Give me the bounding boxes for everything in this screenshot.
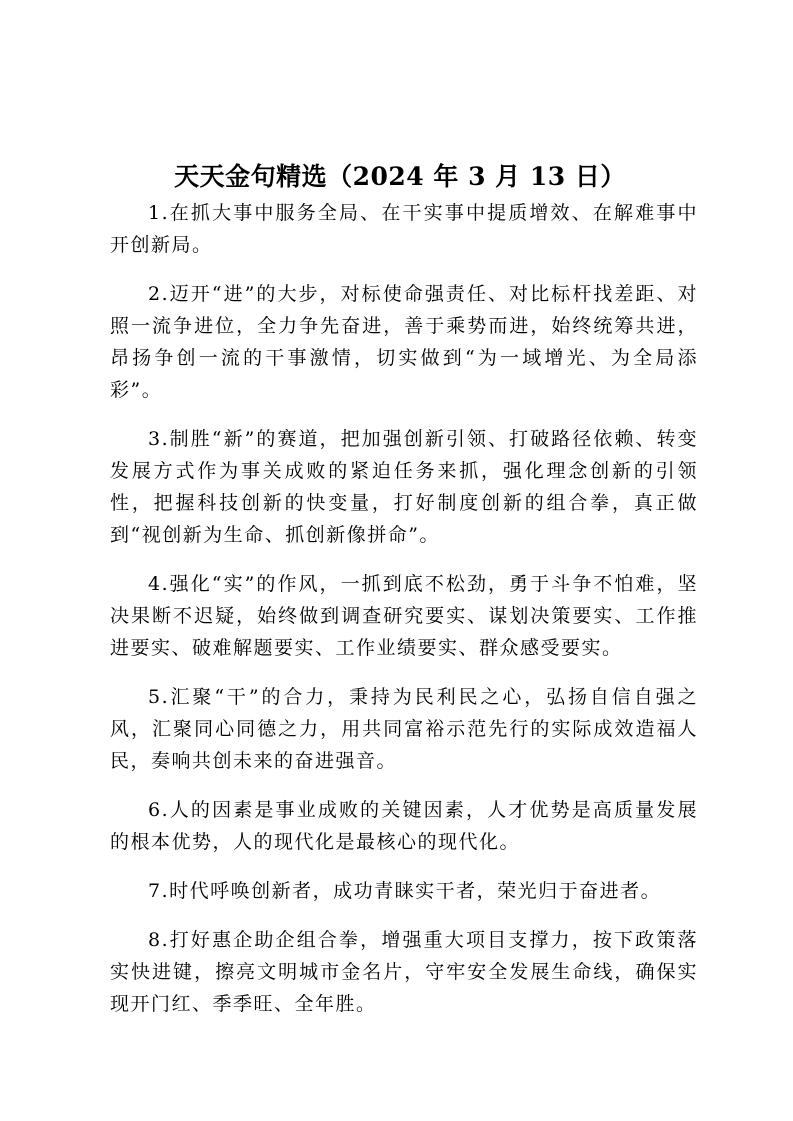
- quote-paragraph-6: 6.人的因素是事业成败的关键因素，人才优势是高质量发展的根本优势，人的现代化是最核心的现代化。: [110, 799, 698, 853]
- quote-paragraph-5: 5.汇聚“干”的合力，秉持为民利民之心，弘扬自信自强之风，汇聚同心同德之力，用共同富裕示范先行的实际成效造福人民，奏响共创未来的奋进强音。: [110, 686, 698, 772]
- quote-paragraph-8: 8.打好惠企助企组合拳，增强重大项目支撑力，按下政策落实快进键，擦亮文明城市金名片，守牢安全发展生命线，确保实现开门红、季季旺、全年胜。: [110, 929, 698, 1015]
- document-title: 天天金句精选（2024 年 3 月 13 日）: [174, 161, 626, 191]
- quote-paragraph-3: 3.制胜“新”的赛道，把加强创新引领、打破路径依赖、转变发展方式作为事关成败的紧迫任务来抓，强化理念创新的引领性，把握科技创新的快变量，打好制度创新的组合拳，真正做到“视创新为生命、抓创新像拼命”。: [110, 428, 698, 546]
- quote-paragraph-1: 1.在抓大事中服务全局、在干实事中提质增效、在解难事中开创新局。: [110, 202, 698, 256]
- quote-paragraph-7: 7.时代呼唤创新者，成功青睐实干者，荣光归于奋进者。: [148, 880, 662, 902]
- quote-paragraph-4: 4.强化“实”的作风，一抓到底不松劲，勇于斗争不怕难，坚决果断不迟疑，始终做到调查研究要实、谋划决策要实、工作推进要实、破难解题要实、工作业绩要实、群众感受要实。: [110, 573, 698, 659]
- document-body: [110, 197, 698, 1037]
- quote-paragraph-2: 2.迈开“进”的大步，对标使命强责任、对比标杆找差距、对照一流争进位，全力争先奋进，善于乘势而进，始终统筹共进，昂扬争创一流的干事激情，切实做到“为一域增光、为全局添彩”。: [110, 283, 698, 401]
